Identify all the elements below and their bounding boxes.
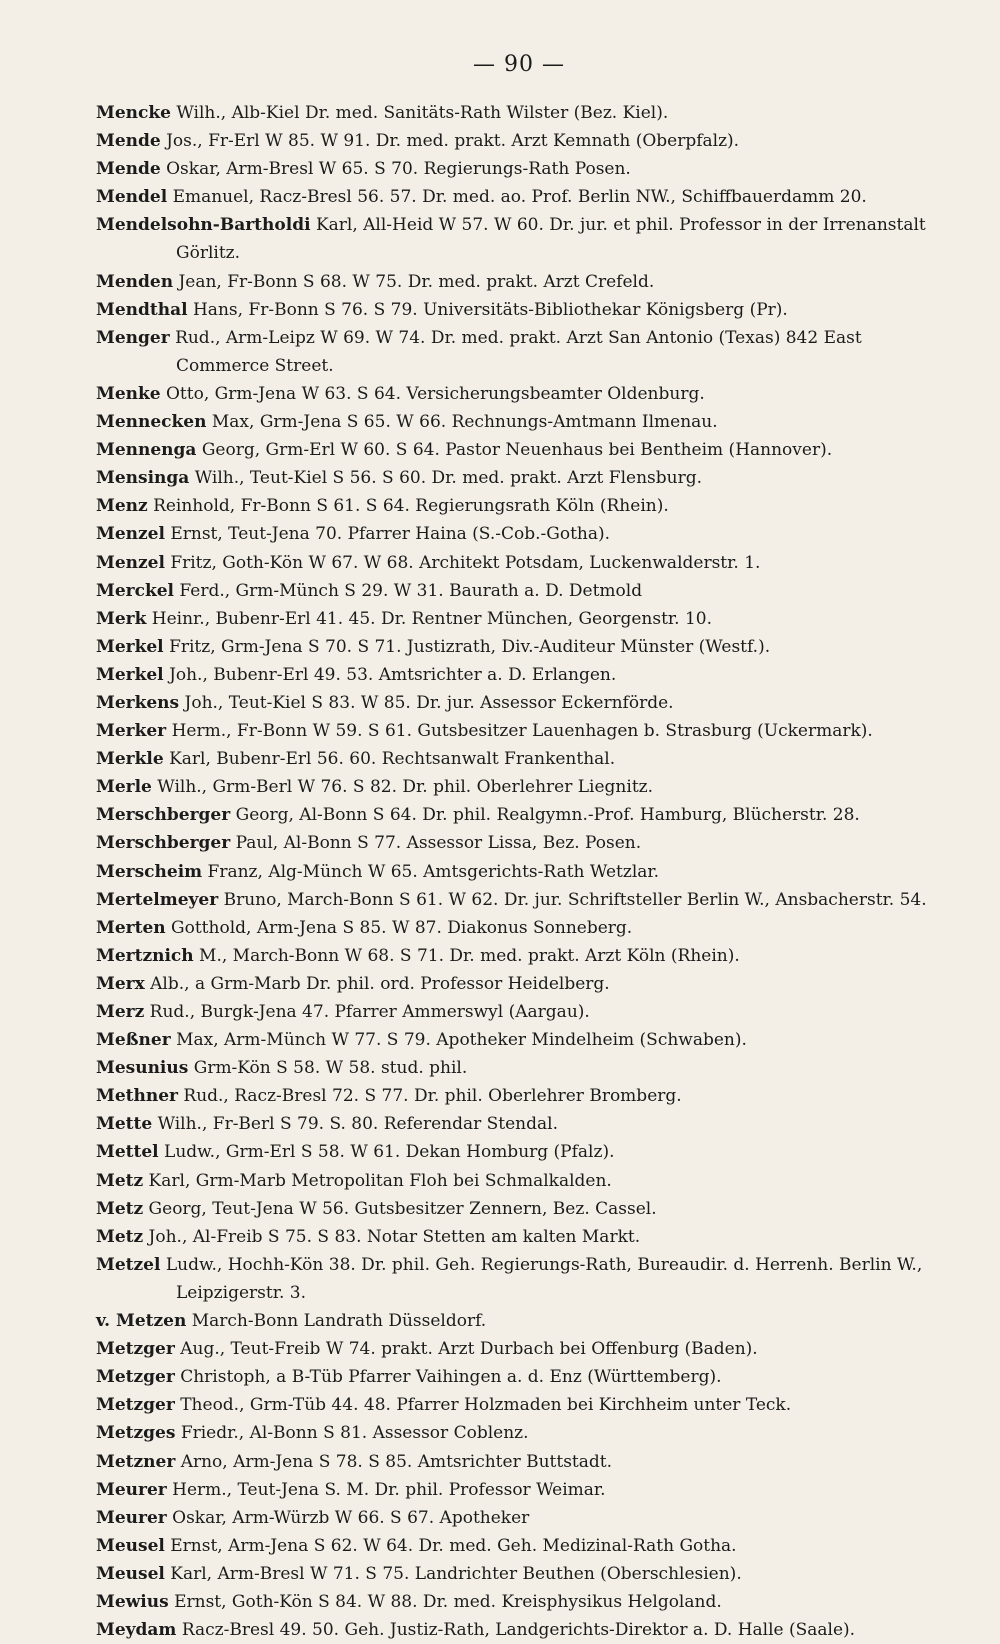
list-item [96, 1448, 942, 1476]
entry-details: M., March-Bonn W 68. S 71. Dr. med. prakt. Arzt Köln (Rhein). [199, 945, 740, 966]
entry-details: Karl, Arm-Bresl W 71. S 75. Landrichter Beuthen (Oberschlesien). [170, 1563, 742, 1584]
list-item [96, 183, 942, 211]
list-item [96, 998, 942, 1026]
entry-surname: Mensinga [96, 468, 190, 489]
entry-details: Fritz, Grm-Jena S 70. S 71. Justizrath, Div.-Auditeur Münster (Westf.). [169, 636, 771, 657]
entry-surname: Metzger [96, 1339, 175, 1360]
list-item [96, 324, 942, 380]
entry-surname: Merscheim [96, 861, 203, 882]
entry-details: Fritz, Goth-Kön W 67. W 68. Architekt Potsdam, Luckenwalderstr. 1. [170, 552, 761, 573]
entry-details: Paul, Al-Bonn S 77. Assessor Lissa, Bez. Posen. [235, 833, 642, 854]
entry-details: Karl, All-Heid W 57. W 60. Dr. jur. et phil. Professor in der Irrenanstalt Görlitz. [176, 215, 926, 264]
entry-details: Herm., Teut-Jena S. M. Dr. phil. Professor Weimar. [172, 1479, 606, 1500]
list-item [96, 268, 942, 296]
entry-details: Grm-Kön S 58. W 58. stud. phil. [193, 1058, 468, 1079]
entry-details: Friedr., Al-Bonn S 81. Assessor Coblenz. [180, 1423, 529, 1444]
entry-details: Wilh., Alb-Kiel Dr. med. Sanitäts-Rath Wilster (Bez. Kiel). [176, 103, 669, 123]
entry-details: Herm., Fr-Bonn W 59. S 61. Gutsbesitzer Lauenhagen b. Strasburg (Uckermark). [171, 721, 873, 742]
entry-surname: Metzger [96, 1395, 175, 1416]
entry-surname: Merle [96, 777, 152, 798]
entry-surname: Metzges [96, 1423, 176, 1444]
list-item [96, 801, 942, 829]
list-item [96, 886, 942, 914]
entry-surname: Menzel [96, 552, 165, 573]
list-item [96, 689, 942, 717]
list-item [96, 1476, 942, 1504]
entry-details: Ernst, Arm-Jena S 62. W 64. Dr. med. Geh. Medizinal-Rath Gotha. [170, 1535, 737, 1556]
entry-surname: Metz [96, 1226, 144, 1247]
entry-surname: Meydam [96, 1620, 177, 1641]
entry-surname: Merschberger [96, 805, 231, 826]
entry-details: Ernst, Goth-Kön S 84. W 88. Dr. med. Kreisphysikus Helgoland. [174, 1591, 722, 1612]
entry-surname: Menke [96, 383, 161, 404]
list-item [96, 155, 942, 183]
entry-surname: Mesunius [96, 1058, 189, 1079]
entry-surname: Mende [96, 131, 161, 152]
entry-details: Reinhold, Fr-Bonn S 61. S 64. Regierungsrath Köln (Rhein). [153, 496, 669, 517]
list-item [96, 970, 942, 998]
entry-surname: Menzel [96, 524, 165, 545]
entry-surname: Metzel [96, 1254, 161, 1275]
entry-details: Wilh., Grm-Berl W 76. S 82. Dr. phil. Oberlehrer Liegnitz. [157, 777, 654, 798]
entry-surname: Mendthal [96, 299, 188, 320]
list-item [96, 1363, 942, 1391]
entry-surname: Mencke [96, 103, 171, 123]
entry-surname: Mette [96, 1114, 153, 1135]
entry-details: Karl, Grm-Marb Metropolitan Floh bei Schmalkalden. [148, 1170, 612, 1191]
list-item [96, 1251, 942, 1307]
entry-surname: Mende [96, 159, 161, 180]
entry-details: March-Bonn Landrath Düsseldorf. [191, 1311, 487, 1332]
entry-details: Wilh., Teut-Kiel S 56. S 60. Dr. med. prakt. Arzt Flensburg. [194, 468, 702, 489]
entry-surname: Merten [96, 917, 166, 938]
list-item [96, 211, 942, 267]
entry-surname: Merkle [96, 749, 164, 770]
entry-details: Max, Arm-Münch W 77. S 79. Apotheker Mindelheim (Schwaben). [176, 1030, 747, 1051]
entry-details: Franz, Alg-Münch W 65. Amtsgerichts-Rath Wetzlar. [207, 861, 660, 882]
entry-surname: Mewius [96, 1591, 169, 1612]
list-item [96, 1560, 942, 1588]
entry-surname: Merx [96, 973, 145, 994]
entry-surname: Mertelmeyer [96, 889, 219, 910]
entry-details: Alb., a Grm-Marb Dr. phil. ord. Professor Heidelberg. [150, 973, 610, 994]
entry-surname: Mendelsohn-Bartholdi [96, 215, 311, 236]
entry-details: Joh., Al-Freib S 75. S 83. Notar Stetten am kalten Markt. [148, 1226, 641, 1247]
list-item [96, 1504, 942, 1532]
list-item [96, 464, 942, 492]
entry-details: Ferd., Grm-Münch S 29. W 31. Baurath a. D. Detmold [179, 580, 643, 601]
entry-surname: v. Metzen [96, 1311, 187, 1332]
list-item [96, 1138, 942, 1166]
entry-details: Racz-Bresl 49. 50. Geh. Justiz-Rath, Landgerichts-Direktor a. D. Halle (Saale). [181, 1620, 856, 1641]
entry-surname: Merkel [96, 664, 164, 685]
list-item [96, 1532, 942, 1560]
entry-surname: Menz [96, 496, 148, 517]
entry-surname: Meßner [96, 1030, 171, 1051]
entry-details: Christoph, a B-Tüb Pfarrer Vaihingen a. d. Enz (Württemberg). [180, 1367, 722, 1388]
entry-surname: Merckel [96, 580, 174, 601]
entry-details: Ernst, Teut-Jena 70. Pfarrer Haina (S.-Cob.-Gotha). [170, 524, 611, 545]
list-item [96, 914, 942, 942]
entry-surname: Mennecken [96, 412, 207, 433]
entry-surname: Mertznich [96, 945, 194, 966]
list-item [96, 633, 942, 661]
list-item [96, 492, 942, 520]
entry-details: Gotthold, Arm-Jena S 85. W 87. Diakonus Sonneberg. [171, 917, 633, 938]
list-item [96, 1391, 942, 1419]
entry-list [96, 99, 942, 1644]
entry-surname: Merz [96, 1002, 145, 1022]
entry-surname: Merschberger [96, 833, 231, 854]
entry-details: Wilh., Fr-Berl S 79. S. 80. Referendar Stendal. [157, 1114, 558, 1135]
list-item [96, 1167, 942, 1195]
entry-details: Otto, Grm-Jena W 63. S 64. Versicherungsbeamter Oldenburg. [166, 383, 705, 404]
list-item [96, 1110, 942, 1138]
entry-details: Arno, Arm-Jena S 78. S 85. Amtsrichter Buttstadt. [180, 1451, 613, 1472]
entry-surname: Metzger [96, 1367, 175, 1388]
list-item [96, 1616, 942, 1644]
list-item [96, 942, 942, 970]
list-item [96, 858, 942, 886]
entry-surname: Menger [96, 327, 170, 348]
list-item [96, 296, 942, 324]
list-item [96, 127, 942, 155]
entry-surname: Methner [96, 1086, 178, 1107]
list-item [96, 717, 942, 745]
list-item [96, 380, 942, 408]
entry-details: Bruno, March-Bonn S 61. W 62. Dr. jur. Schriftsteller Berlin W., Ansbacherstr. 54. [223, 889, 927, 910]
entry-surname: Mendel [96, 187, 168, 208]
entry-details: Joh., Teut-Kiel S 83. W 85. Dr. jur. Assessor Eckernförde. [184, 692, 674, 713]
list-item [96, 436, 942, 464]
list-item [96, 605, 942, 633]
entry-details: Max, Grm-Jena S 65. W 66. Rechnungs-Amtmann Ilmenau. [211, 412, 718, 433]
entry-details: Rud., Arm-Leipz W 69. W 74. Dr. med. prakt. Arzt San Antonio (Texas) 842 East Commerce Street. [175, 327, 862, 376]
entry-details: Georg, Teut-Jena W 56. Gutsbesitzer Zennern, Bez. Cassel. [148, 1198, 657, 1219]
entry-details: Ludw., Hochh-Kön 38. Dr. phil. Geh. Regierungs-Rath, Bureaudir. d. Herrenh. Berlin W., Leipzigerstr. 3. [165, 1254, 923, 1303]
list-item [96, 1082, 942, 1110]
entry-details: Hans, Fr-Bonn S 76. S 79. Universitäts-Bibliothekar Königsberg (Pr). [192, 299, 788, 320]
entry-surname: Meusel [96, 1563, 165, 1584]
list-item [96, 1195, 942, 1223]
entry-details: Rud., Racz-Bresl 72. S 77. Dr. phil. Oberlehrer Bromberg. [183, 1086, 682, 1107]
list-item [96, 1223, 942, 1251]
entry-details: Theod., Grm-Tüb 44. 48. Pfarrer Holzmaden bei Kirchheim unter Teck. [180, 1395, 792, 1416]
list-item [96, 1307, 942, 1335]
list-item [96, 520, 942, 548]
list-item [96, 577, 942, 605]
list-item [96, 1335, 942, 1363]
list-item [96, 1026, 942, 1054]
entry-details: Georg, Grm-Erl W 60. S 64. Pastor Neuenhaus bei Bentheim (Hannover). [201, 440, 833, 461]
entry-details: Ludw., Grm-Erl S 58. W 61. Dekan Homburg (Pfalz). [164, 1142, 615, 1163]
entry-surname: Metz [96, 1170, 144, 1191]
entry-details: Oskar, Arm-Würzb W 66. S 67. Apotheker [172, 1507, 530, 1528]
page-number: — 90 — [473, 52, 565, 77]
entry-surname: Meurer [96, 1507, 167, 1528]
entry-details: Rud., Burgk-Jena 47. Pfarrer Ammerswyl (Aargau). [149, 1002, 590, 1022]
list-item [96, 745, 942, 773]
list-item [96, 549, 942, 577]
list-item [96, 1419, 942, 1447]
entry-details: Georg, Al-Bonn S 64. Dr. phil. Realgymn.-Prof. Hamburg, Blücherstr. 28. [235, 805, 860, 826]
entry-surname: Mettel [96, 1142, 159, 1163]
entry-surname: Merker [96, 721, 167, 742]
entry-surname: Mennenga [96, 440, 197, 461]
entry-surname: Meurer [96, 1479, 167, 1500]
list-item [96, 99, 942, 127]
list-item [96, 1054, 942, 1082]
list-item [96, 661, 942, 689]
entry-details: Karl, Bubenr-Erl 56. 60. Rechtsanwalt Frankenthal. [169, 749, 616, 770]
entry-details: Jos., Fr-Erl W 85. W 91. Dr. med. prakt. Arzt Kemnath (Oberpfalz). [166, 131, 740, 152]
entry-surname: Metzner [96, 1451, 176, 1472]
entry-surname: Menden [96, 271, 174, 292]
list-item [96, 408, 942, 436]
list-item [96, 1588, 942, 1616]
list-item [96, 829, 942, 857]
entry-surname: Merkel [96, 636, 164, 657]
entry-details: Oskar, Arm-Bresl W 65. S 70. Regierungs-Rath Posen. [166, 159, 631, 180]
entry-surname: Merk [96, 608, 147, 629]
list-item [96, 773, 942, 801]
entry-surname: Metz [96, 1198, 144, 1219]
entry-surname: Merkens [96, 692, 180, 713]
entry-details: Heinr., Bubenr-Erl 41. 45. Dr. Rentner München, Georgenstr. 10. [151, 608, 713, 629]
entry-details: Joh., Bubenr-Erl 49. 53. Amtsrichter a. D. Erlangen. [169, 664, 617, 685]
entry-details: Aug., Teut-Freib W 74. prakt. Arzt Durbach bei Offenburg (Baden). [180, 1339, 758, 1360]
entry-details: Emanuel, Racz-Bresl 56. 57. Dr. med. ao. Prof. Berlin NW., Schiffbauerdamm 20. [172, 187, 867, 208]
entry-details: Jean, Fr-Bonn S 68. W 75. Dr. med. prakt. Arzt Crefeld. [178, 271, 655, 292]
entry-surname: Meusel [96, 1535, 165, 1556]
